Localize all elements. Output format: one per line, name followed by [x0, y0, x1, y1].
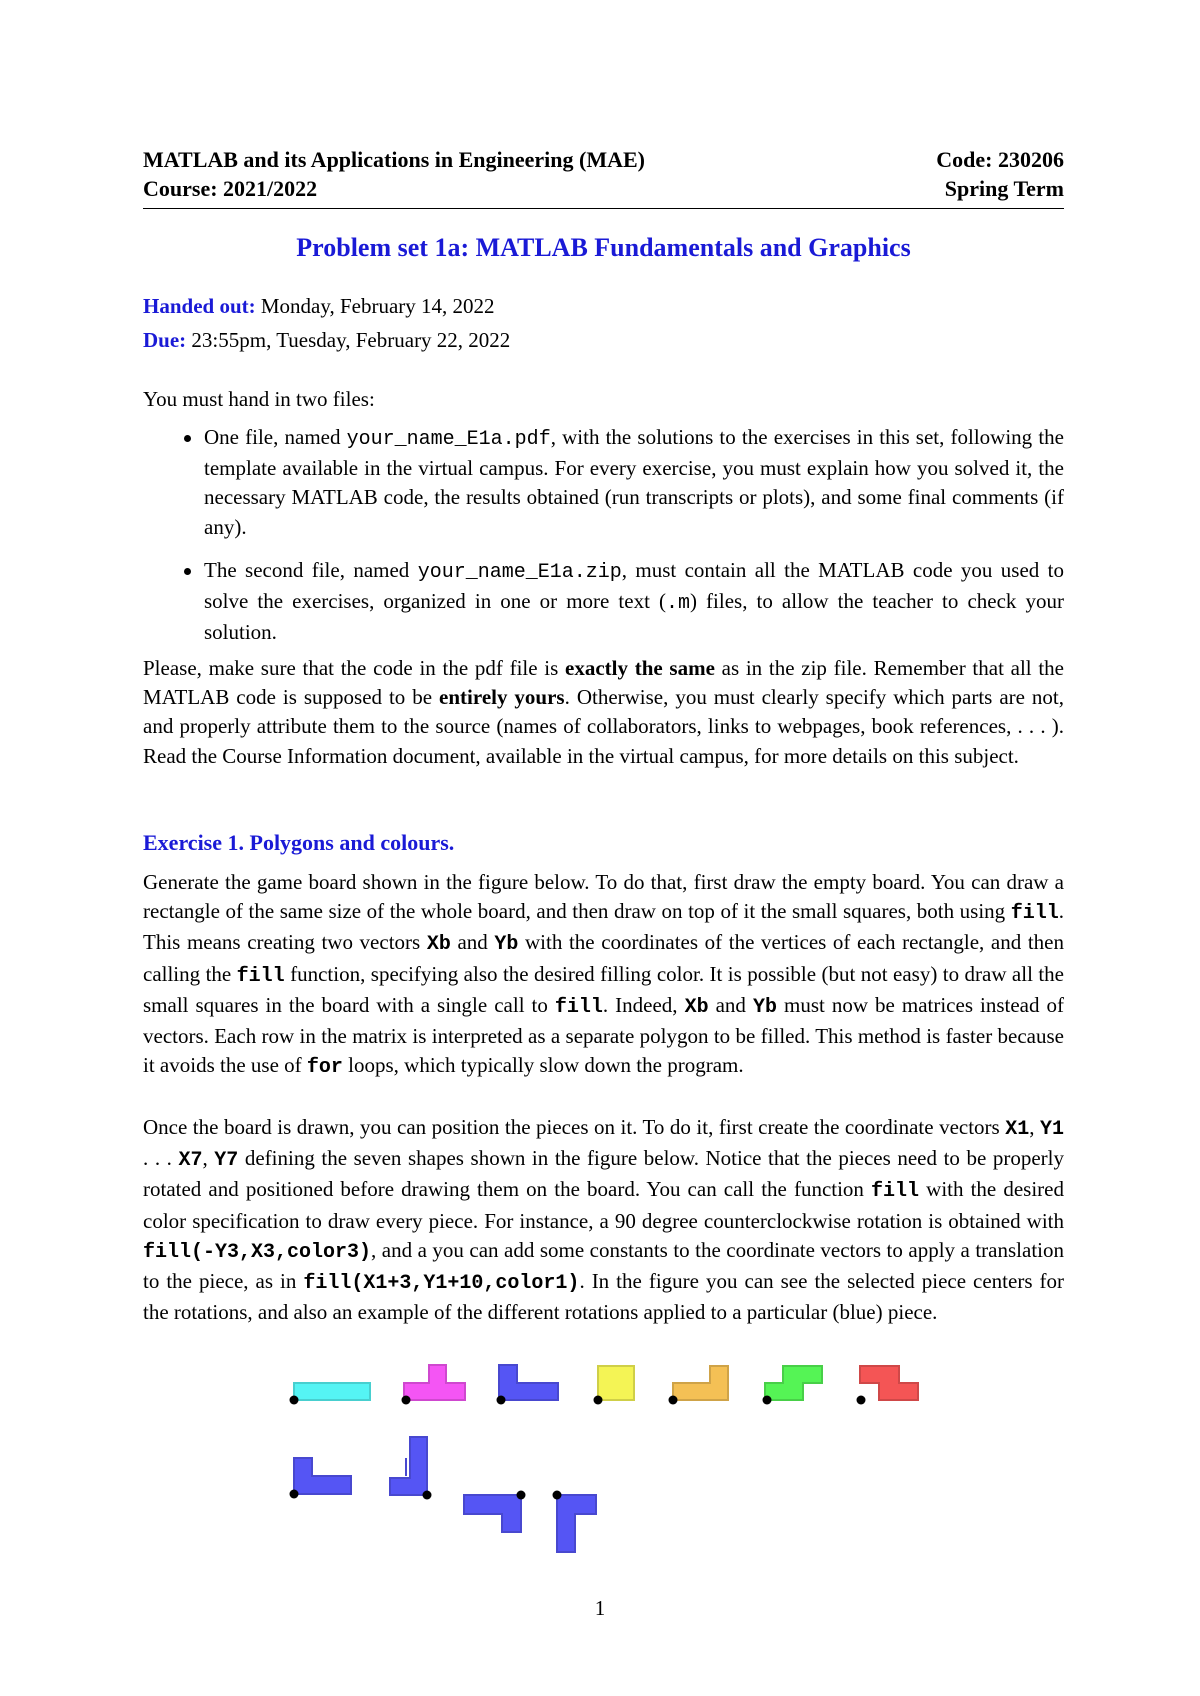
- center-dot: [423, 1491, 432, 1500]
- due-date: 23:55pm, Tuesday, February 22, 2022: [191, 328, 511, 352]
- course-title: MATLAB and its Applications in Engineering (MAE): [143, 147, 645, 172]
- intro-text: You must hand in two files:: [143, 387, 375, 411]
- center-dot: [553, 1491, 562, 1500]
- piece-yellow: [598, 1366, 634, 1400]
- blue-rotation-180: [464, 1495, 521, 1532]
- bullet-zip: The second file, named your_name_E1a.zip, must contain all the MATLAB code you used to solve the exercises, organized in one or more text (.m) files, to allow the teacher to check your solution.: [204, 556, 1064, 648]
- piece-magenta: [404, 1365, 465, 1400]
- exercise-paragraph-2: Once the board is drawn, you can position the pieces on it. To do it, first create the coordinate vectors X1, Y1 . . . X7, Y7 defining the seven shapes shown in the figure below. Notice that the pieces need to be properly rotated and positioned before drawing them on the board. You can call the function fill with the desired color specification to draw every piece. For instance, a 90 degree counterclockwise rotation is obtained with fill(-Y3,X3,color3), and a you can add some constants to the coordinate vectors to apply a translation to the piece, as in fill(X1+3,Y1+10,color1). In the figure you can see the selected piece centers for the rotations, and also an example of the different rotations applied to a particular (blue) piece.: [143, 1115, 1065, 1325]
- piece-orange: [673, 1366, 728, 1400]
- center-dot: [857, 1396, 866, 1405]
- page-number: 1: [594, 1596, 606, 1620]
- due-label: Due:: [143, 328, 187, 352]
- course-year: Course: 2021/2022: [143, 176, 318, 201]
- term: Spring Term: [944, 176, 1064, 201]
- center-dot: [402, 1396, 411, 1405]
- page-title: Problem set 1a: MATLAB Fundamentals and Graphics: [296, 233, 911, 262]
- please-paragraph: Please, make sure that the code in the pdf file is exactly the same as in the zip file. Remember that all the MATLAB code is supposed to be entirely yours. Otherwise, you must clearly specify which parts are not, and properly attribute them to the source (names of collaborators, links to webpages, book references, . . . ). Read the Course Information document, available in the virtual campus, for more details on this subject.: [143, 656, 1064, 768]
- handed-out-label: Handed out:: [143, 294, 256, 318]
- piece-cyan: [294, 1383, 370, 1400]
- piece-green: [765, 1366, 822, 1400]
- center-dot: [497, 1396, 506, 1405]
- course-code: Code: 230206: [936, 147, 1064, 172]
- center-dot: [594, 1396, 603, 1405]
- m-extension: .m: [665, 592, 690, 616]
- exercise-title: Exercise 1. Polygons and colours.: [143, 830, 455, 855]
- center-dot: [290, 1396, 299, 1405]
- blue-rotation-90b: [390, 1437, 427, 1495]
- pdf-filename: your_name_E1a.pdf: [346, 428, 551, 451]
- exercise-paragraph-1: Generate the game board shown in the figure below. To do that, first draw the empty board. You can draw a rectangle of the same size of the whole board, and then draw on top of it the small squares, both using fill. This means creating two vectors Xb and Yb with the coordinates of the vertices of each rectangle, and then calling the fill function, specifying also the desired filling color. It is possible (but not easy) to draw all the small squares in the board with a single call to fill. Indeed, Xb and Yb must now be matrices instead of vectors. Each row in the matrix is interpreted as a separate polygon to be filled. This method is faster because it avoids the use of for loops, which typically slow down the program.: [143, 870, 1065, 1080]
- bullet-pdf: One file, named your_name_E1a.pdf, with the solutions to the exercises in this set, following the template available in the virtual campus. For every exercise, you must explain how you solved it, the necessary MATLAB code, the results obtained (run transcripts or plots), and some final comments (if any).: [204, 423, 1064, 542]
- center-dot: [517, 1491, 526, 1500]
- center-dot: [763, 1396, 772, 1405]
- piece-red: [860, 1366, 918, 1400]
- blue-rotation-270: [557, 1495, 596, 1552]
- blue-rotation-0: [294, 1458, 351, 1494]
- handed-out-date: Monday, February 14, 2022: [260, 294, 495, 318]
- zip-filename: your_name_E1a.zip: [417, 561, 622, 584]
- piece-blue: [499, 1365, 558, 1400]
- center-dot: [290, 1490, 299, 1499]
- center-dot: [669, 1396, 678, 1405]
